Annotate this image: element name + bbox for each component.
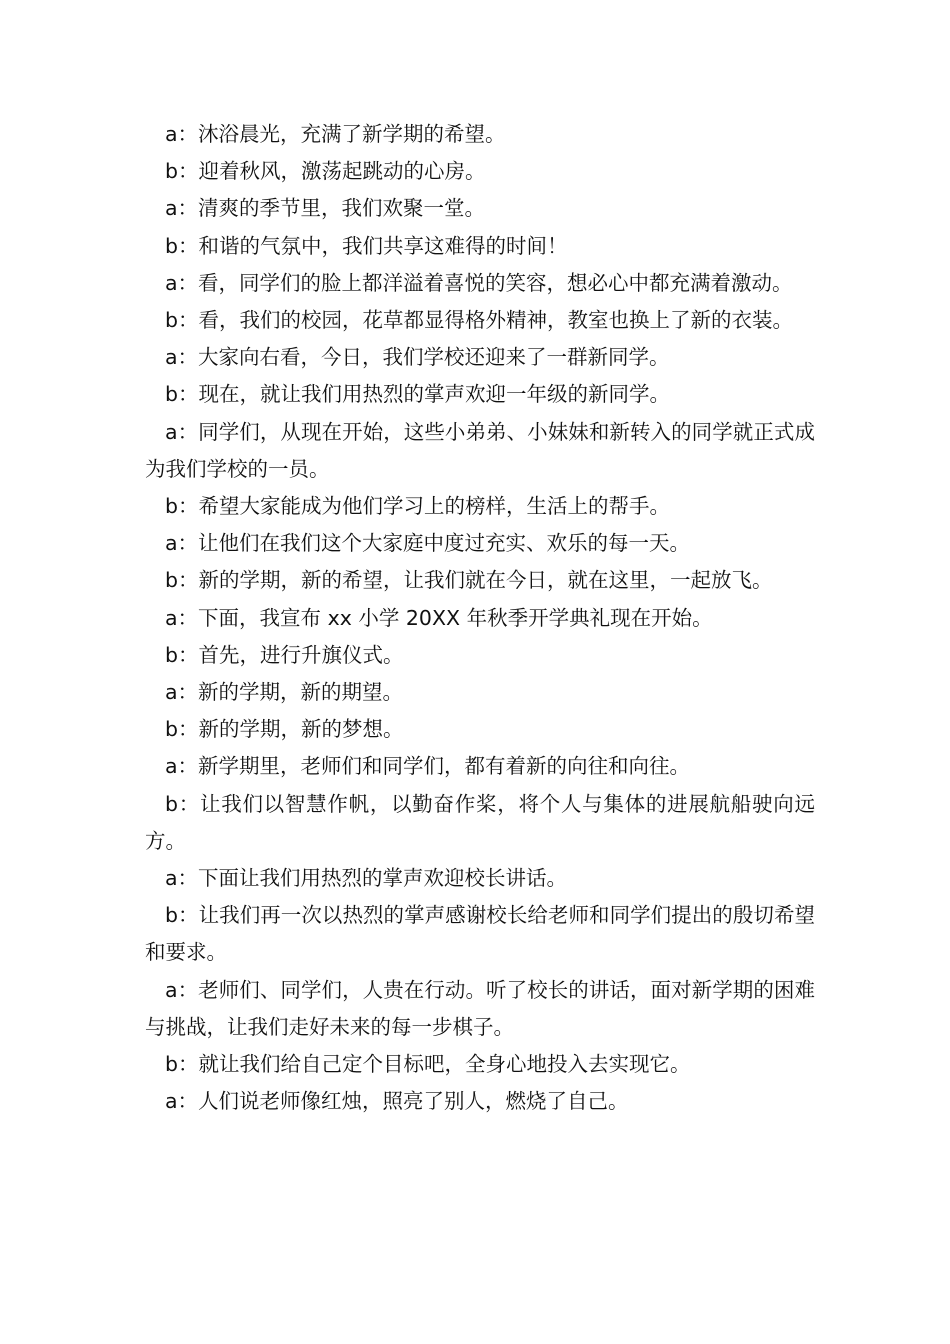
- dialogue-line: b：看，我们的校园，花草都显得格外精神，教室也换上了新的衣装。: [165, 308, 794, 333]
- dialogue-line: a：新的学期，新的期望。: [165, 680, 404, 705]
- dialogue-line: a：大家向右看，今日，我们学校还迎来了一群新同学。: [165, 345, 670, 370]
- dialogue-line: b：迎着秋风，激荡起跳动的心房。: [165, 159, 486, 184]
- dialogue-line: a：新学期里，老师们和同学们，都有着新的向往和向往。: [165, 754, 691, 779]
- dialogue-line: b：让我们再一次以热烈的掌声感谢校长给老师和同学们提出的殷切希望和要求。: [145, 903, 815, 965]
- dialogue-line: a：人们说老师像红烛，照亮了别人，燃烧了自己。: [165, 1089, 629, 1114]
- dialogue-line: b：首先，进行升旗仪式。: [165, 642, 404, 667]
- dialogue-line: a：下面让我们用热烈的掌声欢迎校长讲话。: [165, 866, 568, 891]
- dialogue-line: b：希望大家能成为他们学习上的榜样，生活上的帮手。: [165, 494, 671, 519]
- dialogue-line: a：沐浴晨光，充满了新学期的希望。: [165, 122, 506, 146]
- dialogue-line: a：看，同学们的脸上都洋溢着喜悦的笑容，想必心中都充满着激动。: [165, 270, 793, 295]
- dialogue-line: b：新的学期，新的梦想。: [165, 717, 404, 742]
- dialogue-line: b：就让我们给自己定个目标吧，全身心地投入去实现它。: [165, 1052, 691, 1077]
- dialogue-line: a：下面，我宣布 xx 小学 20XX 年秋季开学典礼现在开始。: [165, 605, 713, 630]
- dialogue-line: b：和谐的气氛中，我们共享这难得的时间！: [165, 233, 568, 258]
- dialogue-line: a：同学们，从现在开始，这些小弟弟、小妹妹和新转入的同学就正式成为我们学校的一员。: [145, 419, 815, 481]
- dialogue-line: a：清爽的季节里，我们欢聚一堂。: [165, 196, 486, 221]
- dialogue-line: a：让他们在我们这个大家庭中度过充实、欢乐的每一天。: [165, 531, 691, 556]
- dialogue-line: b：现在，就让我们用热烈的掌声欢迎一年级的新同学。: [165, 382, 671, 407]
- dialogue-line: b：让我们以智慧作帆，以勤奋作桨，将个人与集体的进展航船驶向远方。: [145, 791, 815, 853]
- dialogue-line: b：新的学期，新的希望，让我们就在今日，就在这里，一起放飞。: [165, 568, 773, 593]
- dialogue-line: a：老师们、同学们，人贵在行动。听了校长的讲话，面对新学期的困难与挑战，让我们走好未来的每一步棋子。: [145, 977, 815, 1039]
- document-body: [145, 116, 815, 1120]
